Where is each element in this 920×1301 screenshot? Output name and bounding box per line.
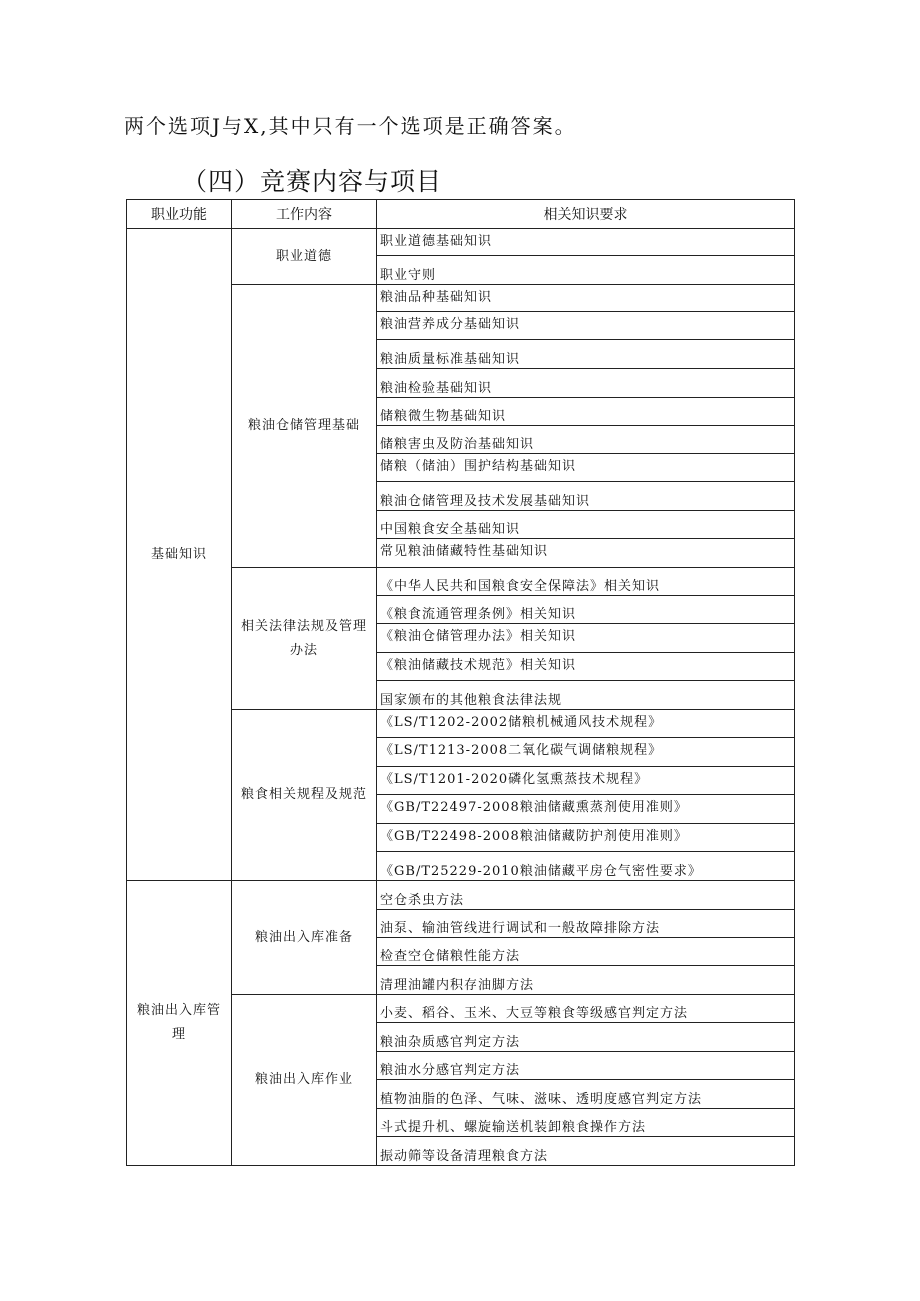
requirement-cell: 检查空仓储粮性能方法 <box>377 938 795 966</box>
requirement-cell: 斗式提升机、螺旋输送机装卸粮食操作方法 <box>377 1109 795 1137</box>
requirement-cell: 《粮油仓储管理办法》相关知识 <box>377 624 795 653</box>
requirement-cell: 粮油仓储管理及技术发展基础知识 <box>377 482 795 511</box>
header-requirements: 相关知识要求 <box>377 200 795 229</box>
table-row <box>127 229 795 256</box>
header-function: 职业功能 <box>127 200 232 229</box>
work-cell: 粮油出入库作业 <box>232 995 377 1166</box>
requirement-cell: 职业道德基础知识 <box>377 229 795 256</box>
requirement-cell: 《粮油储藏技术规范》相关知识 <box>377 653 795 681</box>
requirement-cell: 常见粮油储藏特性基础知识 <box>377 539 795 568</box>
work-cell: 相关法律法规及管理办法 <box>232 568 377 710</box>
function-cell: 基础知识 <box>127 229 232 881</box>
requirement-cell: 植物油脂的色泽、气味、滋味、透明度感官判定方法 <box>377 1080 795 1109</box>
requirement-cell: 空仓杀虫方法 <box>377 881 795 910</box>
intro-text: 两个选项J与X,其中只有一个选项是正确答案。 <box>124 114 577 138</box>
requirement-cell: 储粮（储油）围护结构基础知识 <box>377 454 795 482</box>
requirement-cell: 振动筛等设备清理粮食方法 <box>377 1137 795 1166</box>
requirement-cell: 粮油水分感官判定方法 <box>377 1052 795 1080</box>
requirement-cell: 《LS/T1201-2020磷化氢熏蒸技术规程》 <box>377 767 795 795</box>
requirement-cell: 中国粮食安全基础知识 <box>377 511 795 539</box>
requirement-cell: 粮油质量标准基础知识 <box>377 340 795 369</box>
requirement-cell: 粮油检验基础知识 <box>377 369 795 398</box>
requirement-cell: 《粮食流通管理条例》相关知识 <box>377 596 795 624</box>
work-cell: 职业道德 <box>232 229 377 285</box>
work-cell: 粮油出入库准备 <box>232 881 377 995</box>
requirement-cell: 粮油品种基础知识 <box>377 285 795 312</box>
work-cell: 粮食相关规程及规范 <box>232 710 377 881</box>
function-cell: 粮油出入库管理 <box>127 881 232 1166</box>
requirement-cell: 《LS/T1202-2002储粮机械通风技术规程》 <box>377 710 795 738</box>
header-work: 工作内容 <box>232 200 377 229</box>
work-cell: 粮油仓储管理基础 <box>232 285 377 568</box>
table-header-row <box>127 200 795 229</box>
requirement-cell: 储粮微生物基础知识 <box>377 398 795 426</box>
requirement-cell: 《GB/T22497-2008粮油储藏熏蒸剂使用准则》 <box>377 795 795 824</box>
requirement-cell: 粮油杂质感官判定方法 <box>377 1023 795 1052</box>
requirement-cell: 国家颁布的其他粮食法律法规 <box>377 681 795 710</box>
requirement-cell: 粮油营养成分基础知识 <box>377 312 795 340</box>
requirement-cell: 《GB/T25229-2010粮油储藏平房仓气密性要求》 <box>377 852 795 881</box>
requirement-cell: 小麦、稻谷、玉米、大豆等粮食等级感官判定方法 <box>377 995 795 1023</box>
requirement-cell: 《GB/T22498-2008粮油储藏防护剂使用准则》 <box>377 824 795 852</box>
section-title: （四）竞赛内容与项目 <box>182 167 443 196</box>
requirement-cell: 职业守则 <box>377 256 795 285</box>
requirement-cell: 《LS/T1213-2008二氧化碳气调储粮规程》 <box>377 738 795 767</box>
requirement-cell: 清理油罐内积存油脚方法 <box>377 966 795 995</box>
requirement-cell: 油泵、输油管线进行调试和一般故障排除方法 <box>377 910 795 938</box>
table-row <box>127 881 795 910</box>
requirement-cell: 《中华人民共和国粮食安全保障法》相关知识 <box>377 568 795 596</box>
requirement-cell: 储粮害虫及防治基础知识 <box>377 426 795 454</box>
competition-content-table <box>126 199 795 1166</box>
